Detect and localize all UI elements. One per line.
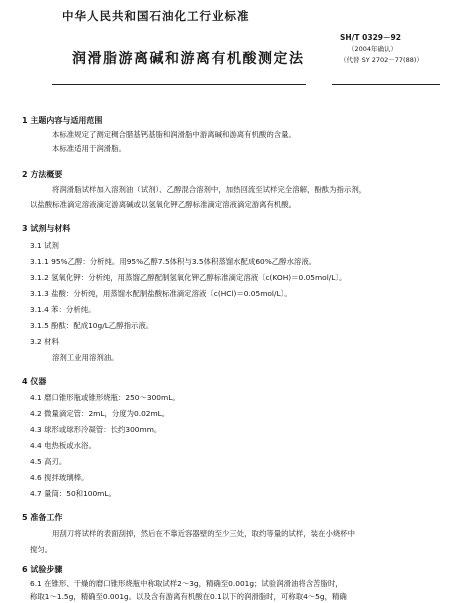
section-2-heading: 2 方法概要 [22, 170, 63, 179]
item-3-1-2: 3.1.2 氢氧化钾：分析纯，用蒸馏乙醇配制氢氧化钾乙醇标准滴定溶液〔c(KOH)＝0.05mol/L〕。 [30, 273, 347, 282]
section-6-paragraph-1: 6.1 在锥形、干燥的磨口锥形烧瓶中称取试样2～3g，精确至0.001g；试验润滑油将含苦脂时， [30, 579, 343, 588]
replacement-note: （代替 SY 2702－77(88)） [340, 56, 423, 64]
item-3-1-4: 3.1.4 苯：分析纯。 [30, 305, 96, 314]
item-4-4: 4.4 电热板或水浴。 [30, 441, 96, 450]
section-3-1-heading: 3.1 试剂 [30, 241, 59, 250]
item-3-1-5: 3.1.5 酚酞：配成10g/L乙醇指示液。 [30, 321, 154, 330]
section-5-paragraph-1: 用刮刀将试样的表面刮掉，然后在不靠近容器壁的至少三处，取约等量的试样，装在小烧杯中 [52, 529, 356, 538]
section-3-2-heading: 3.2 材料 [30, 337, 59, 346]
item-4-5: 4.5 高刃。 [30, 457, 67, 466]
section-5-paragraph-2: 搅匀。 [30, 545, 53, 554]
item-4-3: 4.3 球形或球形冷凝管：长约300mm。 [30, 425, 162, 434]
section-1-heading: 1 主题内容与适用范围 [22, 116, 103, 125]
section-6-paragraph-2: 称取1～1.5g，精确至0.001g。以及含有游离有机酸在0.1以下的润滑脂时，可称取4～5g，精确 [30, 592, 347, 601]
item-4-7: 4.7 量筒：50和100mL。 [30, 489, 116, 498]
confirmation-note: （2004年确认） [348, 45, 398, 53]
section-4-heading: 4 仪器 [22, 377, 47, 386]
item-4-2: 4.2 微量滴定管：2mL，分度为0.02mL。 [30, 409, 170, 418]
section-1-paragraph-2: 本标准适用于润滑脂。 [52, 144, 126, 153]
item-3-1-1: 3.1.1 95%乙醇：分析纯。用95%乙醇7.5体积与3.5体积蒸馏水配成60%乙醇水溶液。 [30, 257, 317, 266]
document-title: 润滑脂游离碱和游离有机酸测定法 [72, 51, 305, 67]
item-4-6: 4.6 搅拌玻璃棒。 [30, 473, 89, 482]
section-3-heading: 3 试剂与材料 [22, 224, 71, 233]
section-6-heading: 6 试验步骤 [22, 565, 63, 574]
code-rule [332, 84, 440, 85]
section-1-paragraph-1: 本标准规定了测定稠合腊基钙基脂和润滑脂中游离碱和游离有机酸的含量。 [52, 130, 296, 139]
section-5-heading: 5 准备工作 [22, 513, 63, 522]
item-4-1: 4.1 磨口锥形瓶或锥形烧瓶：250～300mL。 [30, 393, 180, 402]
standard-code: SH/T 0329－92 [340, 33, 401, 42]
item-3-2-text: 溶剂工业用溶剂油。 [52, 353, 119, 362]
section-2-paragraph-1: 将润滑脂试样加入溶剂油（试剂）、乙醇混合溶剂中，加热回流至试样完全溶解，酚酞为指示剂， [52, 185, 367, 194]
issuer-title: 中华人民共和国石油化工行业标准 [62, 9, 250, 23]
title-rule [52, 84, 306, 85]
item-3-1-3: 3.1.3 盐酸：分析纯，用蒸馏水配制盐酸标准滴定溶液〔c(HCl)＝0.05mol/L〕。 [30, 289, 292, 298]
section-2-paragraph-2: 以盐酸标准滴定溶液滴定游离碱或以氢氧化钾乙醇标准滴定溶液滴定游离有机酸。 [30, 200, 297, 209]
